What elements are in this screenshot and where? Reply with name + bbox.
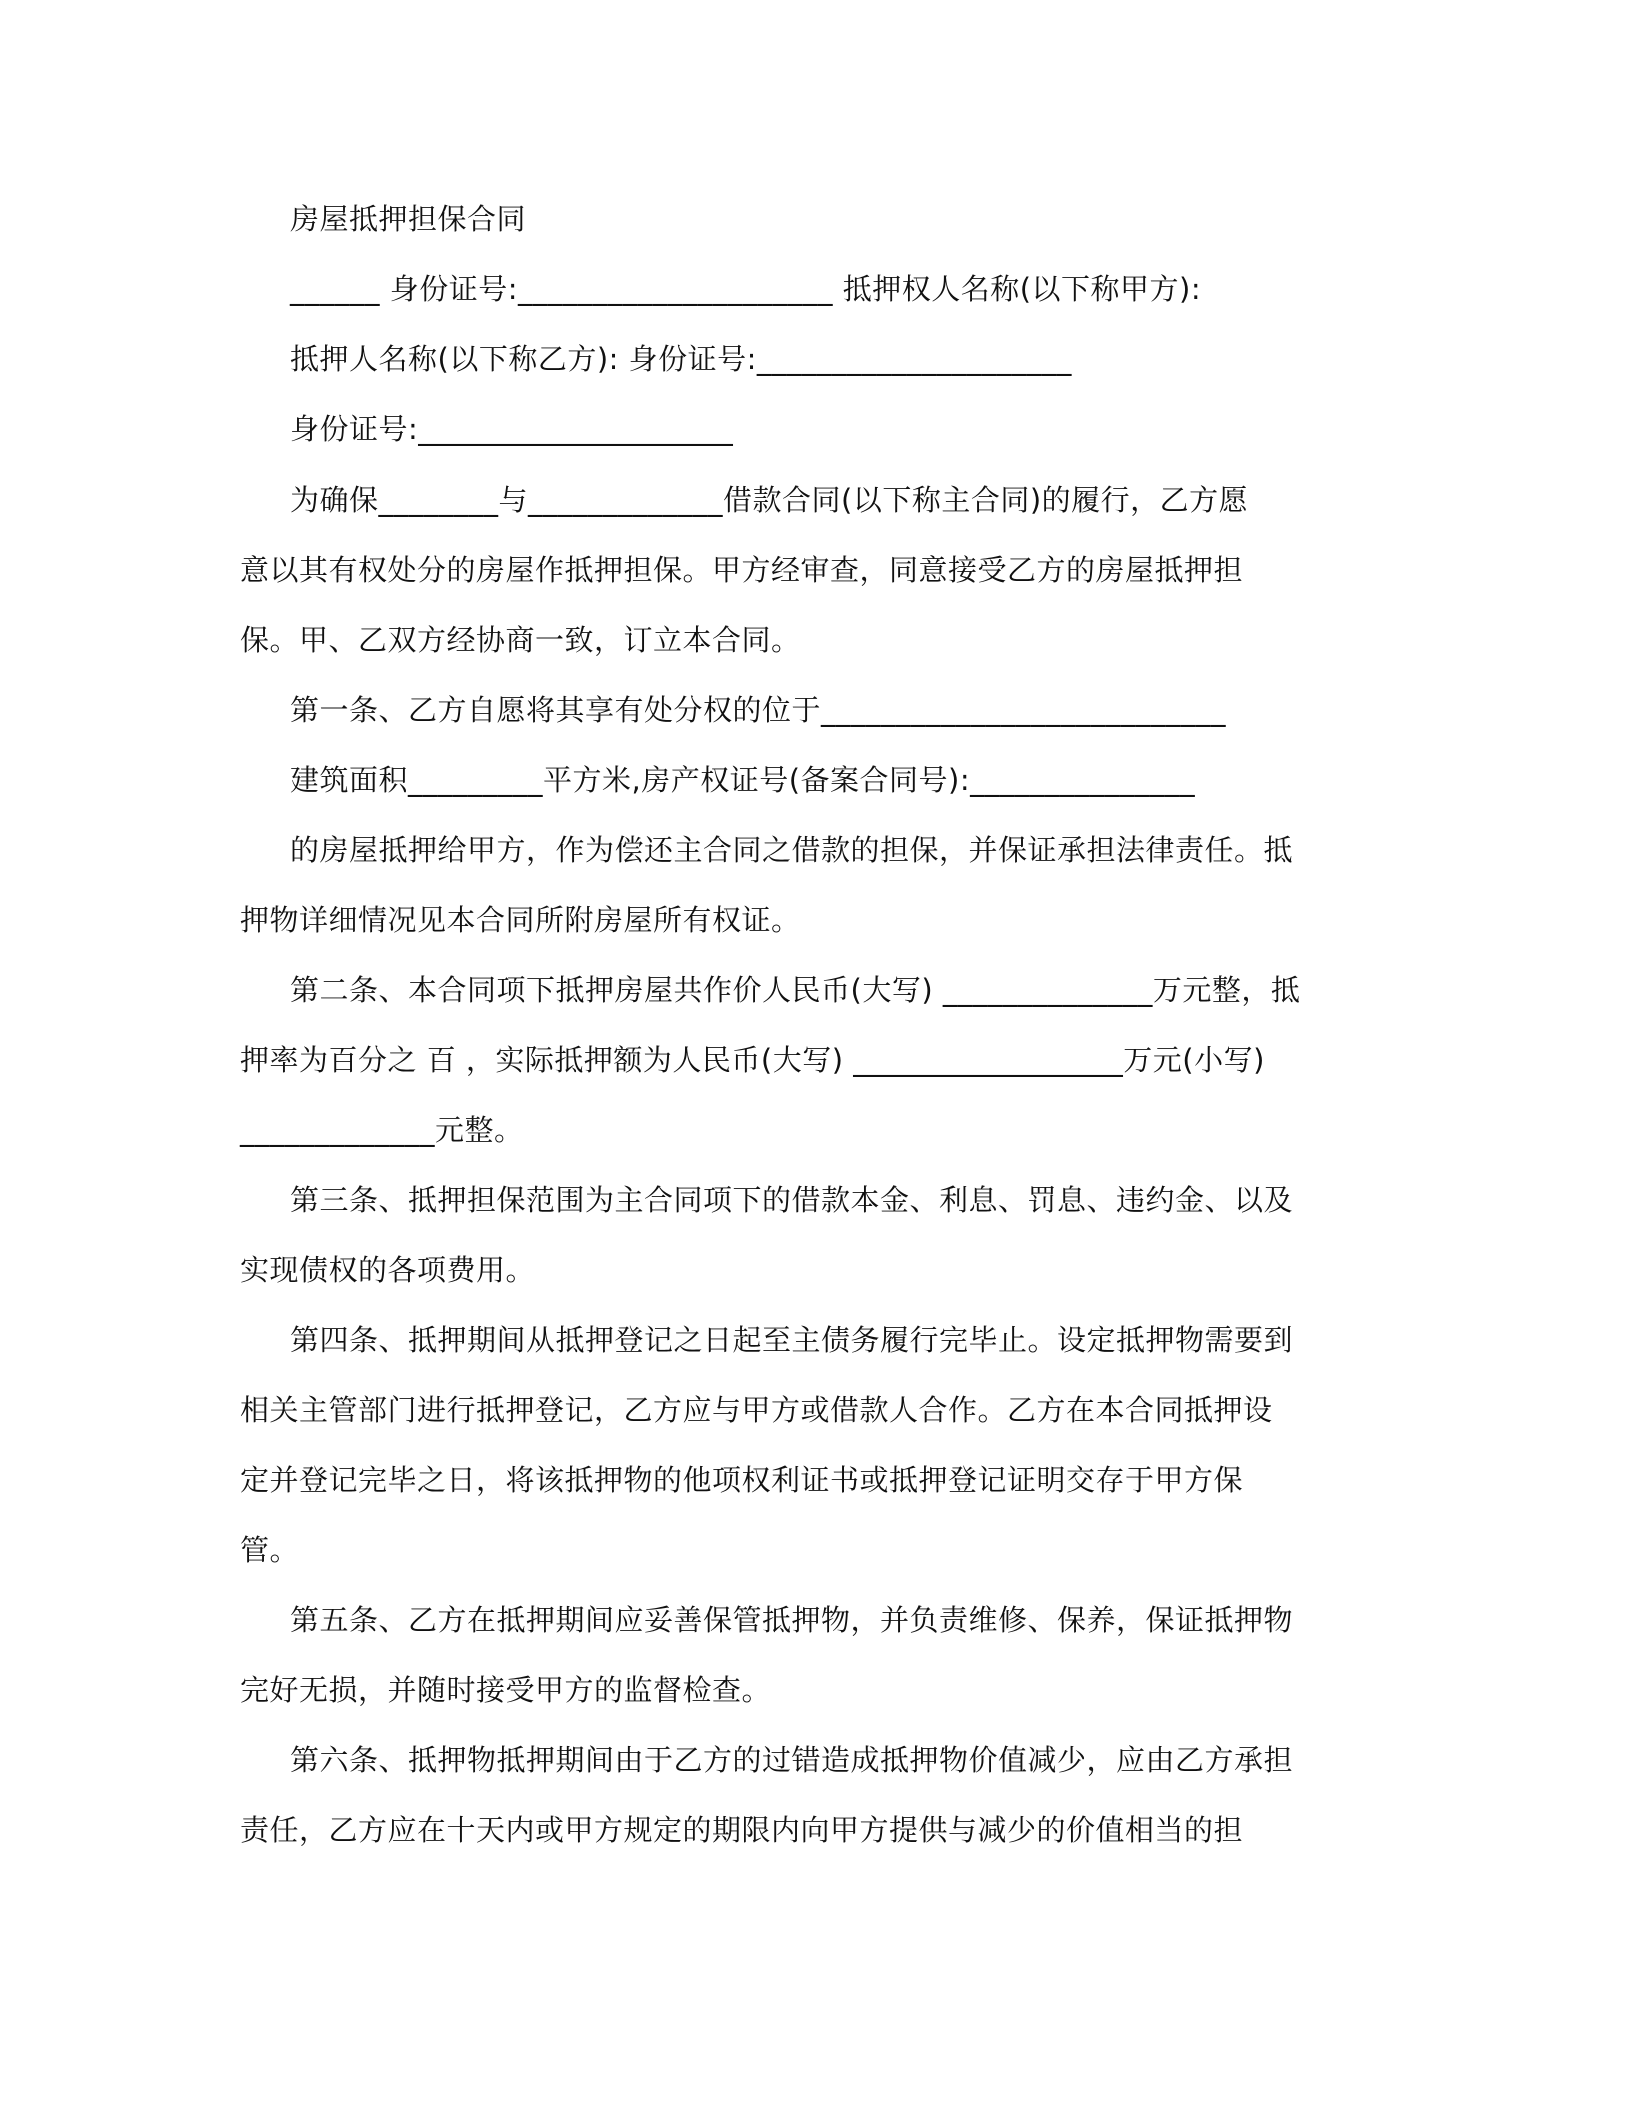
document-title: 房屋抵押担保合同 [290,202,527,236]
article-2-line-3: _____________元整。 [240,1113,524,1147]
article-1-line-2: 建筑面积_________平方米,房产权证号(备案合同号):_______________ [290,763,1196,797]
article-1-line-4: 押物详细情况见本合同所附房屋所有权证。 [240,903,801,937]
article-3-line-2: 实现债权的各项费用。 [240,1253,536,1287]
intro-line-1: 为确保________与_____________借款合同(以下称主合同)的履行，乙方愿 [290,483,1249,517]
article-2-line-2: 押率为百分之 百 ，实际抵押额为人民币(大写) __________________万元(小写) [240,1043,1265,1077]
article-2-line-1: 第二条、本合同项下抵押房屋共作价人民币(大写) ______________万元整，抵 [290,973,1301,1007]
article-4-line-4: 管。 [240,1533,300,1567]
intro-line-3: 保。甲、乙双方经协商一致，订立本合同。 [240,623,801,657]
party-line-1: ______ 身份证号:_____________________ 抵押权人名称(以下称甲方): [290,272,1202,306]
article-4-line-3: 定并登记完毕之日，将该抵押物的他项权利证书或抵押登记证明交存于甲方保 [240,1463,1244,1497]
article-3-line-1: 第三条、抵押担保范围为主合同项下的借款本金、利息、罚息、违约金、以及 [290,1183,1294,1217]
party-line-3: 身份证号:_____________________ [290,412,734,446]
article-6-line-1: 第六条、抵押物抵押期间由于乙方的过错造成抵押物价值减少，应由乙方承担 [290,1743,1294,1777]
article-6-line-2: 责任，乙方应在十天内或甲方规定的期限内向甲方提供与减少的价值相当的担 [240,1813,1244,1847]
party-line-2: 抵押人名称(以下称乙方): 身份证号:_____________________ [290,342,1072,376]
article-5-line-2: 完好无损，并随时接受甲方的监督检查。 [240,1673,772,1707]
intro-line-2: 意以其有权处分的房屋作抵押担保。甲方经审查，同意接受乙方的房屋抵押担 [240,553,1244,587]
article-4-line-1: 第四条、抵押期间从抵押登记之日起至主债务履行完毕止。设定抵押物需要到 [290,1323,1294,1357]
article-1-line-1: 第一条、乙方自愿将其享有处分权的位于___________________________ [290,693,1227,727]
article-5-line-1: 第五条、乙方在抵押期间应妥善保管抵押物，并负责维修、保养，保证抵押物 [290,1603,1294,1637]
article-4-line-2: 相关主管部门进行抵押登记，乙方应与甲方或借款人合作。乙方在本合同抵押设 [240,1393,1273,1427]
article-1-line-3: 的房屋抵押给甲方，作为偿还主合同之借款的担保，并保证承担法律责任。抵 [290,833,1294,867]
